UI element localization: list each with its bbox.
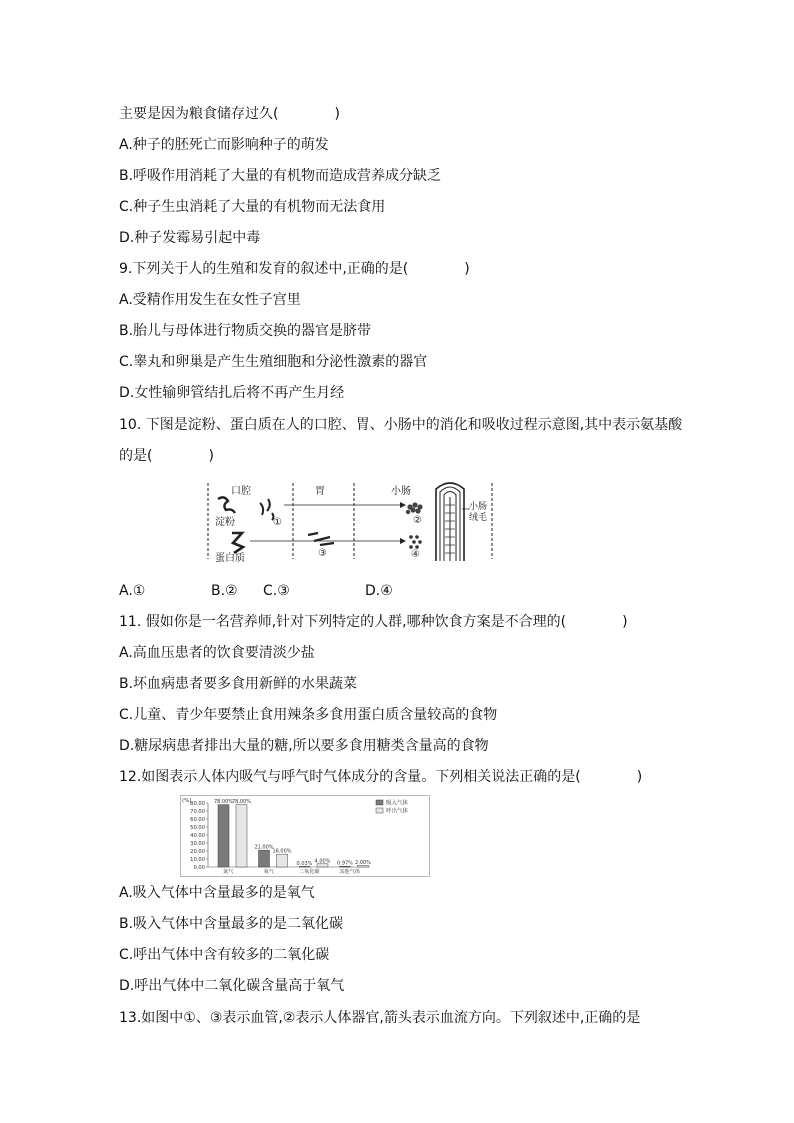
villus-label-line-2: 绒毛 [469,513,488,523]
bar-value-label: 0.97% [337,860,353,867]
q10-option-d: D.④ [365,583,393,599]
q8-option-c: C.种子生虫消耗了大量的有机物而无法食用 [119,199,386,215]
bar-0-1 [259,850,270,867]
question-8-stem-end: 主要是因为粮食储存过久( ) [119,106,340,122]
q11-option-a: A.高血压患者的饮食要清淡少盐 [119,645,315,661]
q10-option-a: A.① [119,583,146,599]
q10-option-c: C.③ [263,583,290,599]
marker-4: ④ [411,549,420,560]
legend-label: 吸入气体 [386,800,409,807]
amino-acid-dots-icon [409,535,422,549]
y-tick-label: 10.00 [190,856,205,863]
organ-label-mouth: 口腔 [231,486,251,497]
x-category-label: 氧气 [263,869,274,875]
bar-1-0 [236,805,247,867]
bar-0-0 [218,805,229,867]
q8-option-b: B.呼吸作用消耗了大量的有机物而造成营养成分缺乏 [119,168,442,184]
q9-option-d: D.女性输卵管结扎后将不再产生月经 [119,385,345,401]
organ-label-stomach: 胃 [315,486,325,497]
polypeptide-fragments-icon [308,533,334,545]
question-10-stem: 10. 下图是淀粉、蛋白质在人的口腔、胃、小肠中的消化和吸收过程示意图,其中表示氨基酸 [119,417,683,433]
q9-option-b: B.胎儿与母体进行物质交换的器官是脐带 [119,323,372,339]
organ-label-small-intestine: 小肠 [391,486,411,497]
y-unit-label: (%) [182,798,192,804]
q8-option-d: D.种子发霉易引起中毒 [119,230,261,246]
q11-option-c: C.儿童、青少年要禁止食用辣条多食用蛋白质含量较高的食物 [119,707,498,723]
x-category-label: 其他气体 [339,869,361,875]
q9-option-a: A.受精作用发生在女性子宫里 [119,292,301,308]
maltose-fragments-icon [260,499,274,520]
q9-option-c: C.睾丸和卵巢是产生生殖细胞和分泌性激素的器官 [119,354,428,370]
x-category-label: 氮气 [223,869,234,875]
x-category-label: 二氧化碳 [298,869,320,875]
y-tick-label: 40.00 [190,832,205,839]
gas-composition-chart [180,795,430,877]
y-tick-label: 30.00 [190,840,205,847]
q12-option-a: A.吸入气体中含量最多的是氧气 [119,885,315,901]
q12-option-c: C.呼出气体中含有较多的二氧化碳 [119,947,330,963]
q11-option-b: B.坏血病患者要多食用新鲜的水果蔬菜 [119,676,358,692]
q12-option-d: D.呼出气体中二氧化碳含量高于氧气 [119,978,345,994]
villus-label-line-1: 小肠 [469,502,488,512]
marker-3: ③ [318,548,327,559]
legend-swatch-1 [376,808,383,813]
legend-swatch-0 [376,800,383,805]
q10-option-b: B.② [211,583,238,599]
marker-2: ② [413,515,422,526]
y-tick-label: 50.00 [190,824,205,831]
bar-value-label: 16.00% [272,848,292,855]
starch-chain-icon [218,497,235,513]
question-11-stem: 11. 假如你是一名营养师,针对下列特定的人群,哪种饮食方案是不合理的( ) [119,614,628,630]
question-12-stem: 12.如图表示人体内吸气与呼气时气体成分的含量。下列相关说法正确的是( ) [119,769,643,785]
question-9-stem: 9.下列关于人的生殖和发育的叙述中,正确的是( ) [119,261,470,277]
y-tick-label: 80.00 [190,800,205,807]
digestion-figure [204,477,496,563]
bar-value-label: 78.00% [231,799,252,806]
legend-label: 呼出气体 [386,808,409,815]
glucose-cluster-icon [406,502,423,514]
q8-option-a: A.种子的胚死亡而影响种子的萌发 [119,137,329,153]
y-tick-label: 70.00 [190,808,205,815]
bar-value-label: 78.00% [213,799,234,806]
intestinal-villus-icon [436,483,470,561]
y-tick-label: 20.00 [190,848,205,855]
question-10-stem-cont: 的是( ) [119,448,214,464]
bar-value-label: 0.03% [296,860,313,867]
y-tick-label: 60.00 [190,816,205,823]
substance-label-starch: 淀粉 [215,517,235,528]
q12-option-b: B.吸入气体中含量最多的是二氧化碳 [119,916,344,932]
bar-value-label: 4.00% [314,858,331,865]
y-tick-label: 0.00 [193,864,205,871]
question-13-stem: 13.如图中①、③表示血管,②表示人体器官,箭头表示血流方向。下列叙述中,正确的是 [119,1010,641,1026]
substance-label-protein: 蛋白质 [215,553,245,563]
marker-1: ① [273,517,282,528]
protein-chain-icon [232,533,243,553]
bar-value-label: 2.00% [355,859,371,866]
bar-1-1 [277,854,288,867]
q11-option-d: D.糖尿病患者排出大量的糖,所以要多食用糖类含量高的食物 [119,738,489,754]
bar-value-label: 21.00% [254,844,274,851]
